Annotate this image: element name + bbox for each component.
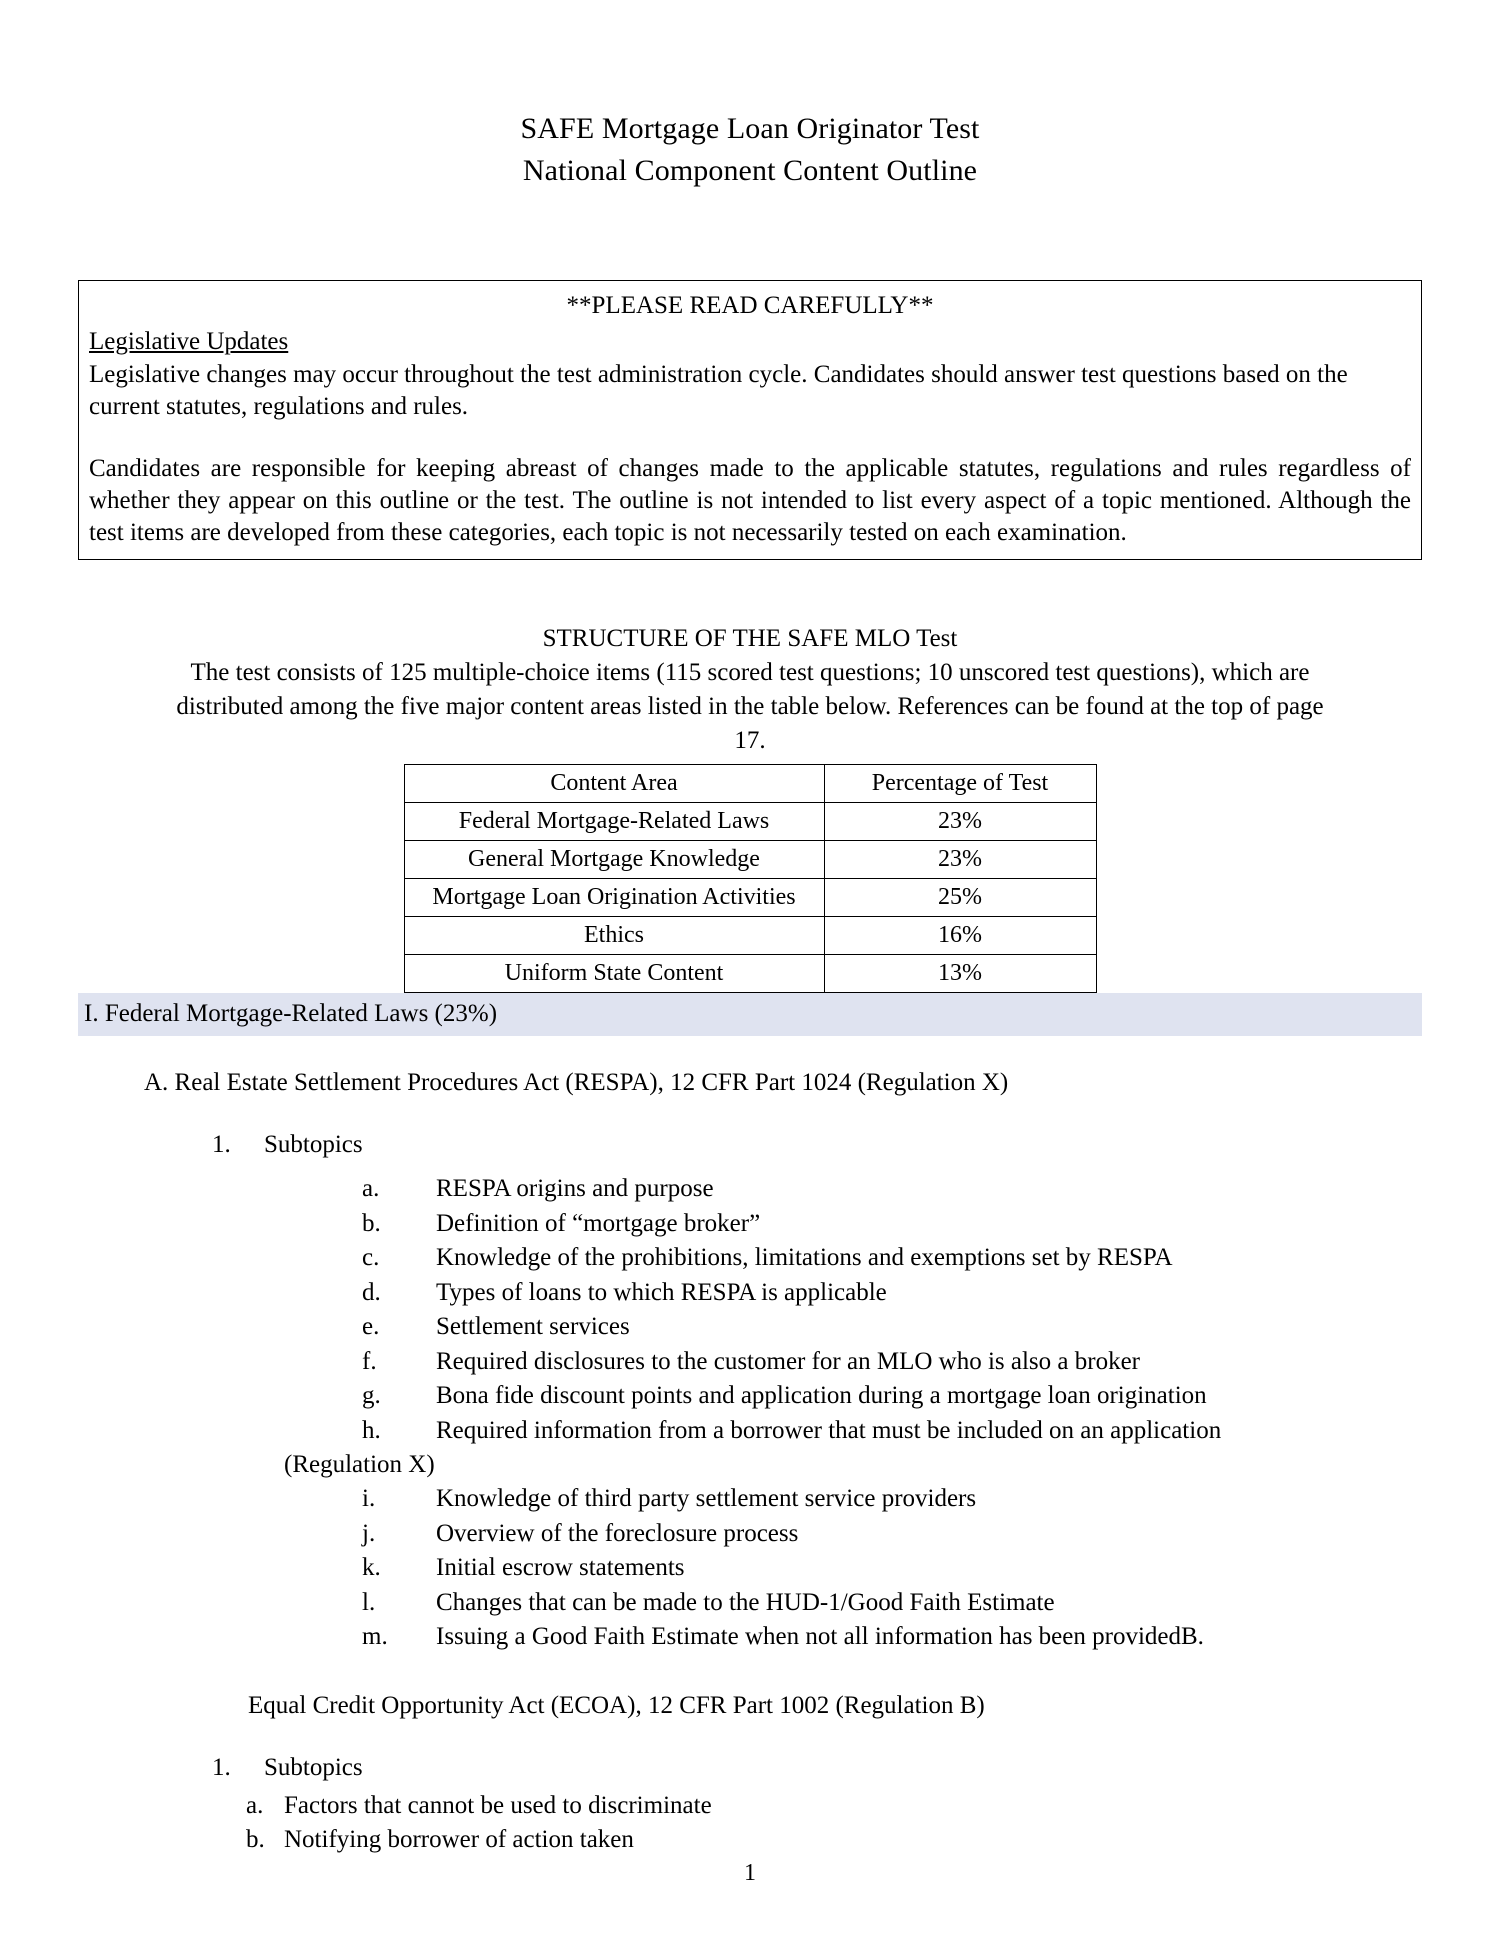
- list-item-text: Bona fide discount points and application during a mortgage loan origination: [436, 1382, 1207, 1409]
- list-item-text: Knowledge of the prohibitions, limitations and exemptions set by RESPA: [436, 1244, 1173, 1271]
- notice-paragraph-2: Candidates are responsible for keeping abreast of changes made to the applicable statutes, regulations and rules regardless of whether they appear on this outline or the test. The outline is not intended to list every aspect of a topic mentioned. Although the test items are developed from these categories, each topic is not necessarily tested on each examination.: [89, 455, 1411, 546]
- structure-section: [78, 622, 1422, 758]
- list-item: [362, 1276, 1422, 1311]
- list-item-letter: j.: [362, 1519, 376, 1547]
- list-item: [362, 1310, 1422, 1345]
- cell-percentage: 23%: [824, 841, 1096, 879]
- list-item-text: Settlement services: [436, 1313, 630, 1340]
- cell-percentage: 25%: [824, 879, 1096, 917]
- list-item-letter: l.: [362, 1588, 376, 1616]
- cell-content-area: Ethics: [404, 917, 824, 955]
- table-row: [404, 841, 1096, 879]
- notice-paragraph-gap: [89, 423, 1411, 453]
- list-item-letter: m.: [362, 1623, 388, 1650]
- notice-paragraph-1: Legislative changes may occur throughout the test administration cycle. Candidates should answer test questions based on the current statutes, regulations and rules.: [89, 361, 1348, 420]
- outline-topic-a: A. Real Estate Settlement Procedures Act (RESPA), 12 CFR Part 1024 (Regulation X): [144, 1069, 1009, 1096]
- list-item-letter: i.: [362, 1485, 376, 1512]
- list-item: [362, 1241, 1422, 1276]
- cell-content-area: Federal Mortgage-Related Laws: [404, 803, 824, 841]
- outline-subtopics-number-2: 1.: [212, 1753, 231, 1781]
- column-header-percentage: Percentage of Test: [824, 765, 1096, 803]
- structure-heading: STRUCTURE OF THE SAFE MLO Test: [542, 625, 958, 652]
- outline-subtopics-heading: [212, 1128, 1422, 1162]
- outline-subtopics-number: 1.: [212, 1131, 231, 1158]
- list-item-text: Knowledge of third party settlement service providers: [436, 1485, 977, 1512]
- title-line-2: National Component Content Outline: [522, 154, 978, 187]
- table-header-row: [404, 765, 1096, 803]
- list-item-letter: f.: [362, 1347, 377, 1375]
- table-row: [404, 803, 1096, 841]
- list-item: [362, 1379, 1422, 1414]
- list-item-letter: e.: [362, 1313, 380, 1340]
- list-item-text: Required information from a borrower that must be included on an application: [436, 1416, 1222, 1444]
- list-item-letter: b.: [362, 1209, 381, 1237]
- list-item-letter: d.: [362, 1278, 381, 1306]
- title-line-1: SAFE Mortgage Loan Originator Test: [520, 112, 980, 145]
- list-item: [246, 1823, 1422, 1858]
- page-content: [78, 0, 1422, 1858]
- page-number: 1: [744, 1860, 756, 1886]
- cell-content-area: Uniform State Content: [404, 955, 824, 993]
- list-item: [362, 1620, 1422, 1655]
- list-item-text: Initial escrow statements: [436, 1554, 685, 1581]
- outline-subtopics-heading-2: [212, 1751, 1422, 1785]
- list-item-text: Definition of “mortgage broker”: [436, 1209, 761, 1237]
- list-item-text: Issuing a Good Faith Estimate when not all information has been providedB.: [436, 1623, 1204, 1650]
- list-item: [362, 1172, 1422, 1207]
- list-item-text: Changes that can be made to the HUD-1/Good Faith Estimate: [436, 1588, 1055, 1616]
- list-item-text: Required disclosures to the customer for an MLO who is also a broker: [436, 1347, 1141, 1375]
- list-item: [362, 1586, 1422, 1621]
- outline-subtopics-label-2: Subtopics: [264, 1753, 363, 1781]
- outline-subtopics-label: Subtopics: [264, 1131, 363, 1158]
- list-item: [246, 1789, 1422, 1824]
- section-heading-band: I. Federal Mortgage-Related Laws (23%): [78, 993, 1422, 1036]
- cell-percentage: 13%: [824, 955, 1096, 993]
- cell-content-area: Mortgage Loan Origination Activities: [404, 879, 824, 917]
- page-title: [78, 108, 1422, 192]
- list-item-letter: b.: [246, 1826, 265, 1853]
- list-item-letter: h.: [362, 1416, 381, 1444]
- cell-content-area: General Mortgage Knowledge: [404, 841, 824, 879]
- outline-section: [78, 1066, 1422, 1858]
- structure-description: The test consists of 125 multiple-choice items (115 scored test questions; 10 unscored test questions), which are distributed among the five major content areas listed in the table below. References can be found at the top of page 17.: [176, 659, 1324, 754]
- table-row: [404, 879, 1096, 917]
- legislative-updates-subheading: Legislative Updates: [89, 328, 289, 355]
- outline-item-list-3: [78, 1789, 1422, 1858]
- list-item-letter: k.: [362, 1554, 381, 1581]
- list-item-letter: c.: [362, 1244, 380, 1271]
- please-read-carefully-box: [78, 280, 1422, 560]
- table-row: [404, 917, 1096, 955]
- column-header-content-area: Content Area: [404, 765, 824, 803]
- cell-percentage: 23%: [824, 803, 1096, 841]
- list-item: [362, 1414, 1422, 1449]
- list-item-text: Overview of the foreclosure process: [436, 1519, 799, 1547]
- cell-percentage: 16%: [824, 917, 1096, 955]
- list-item: [362, 1207, 1422, 1242]
- list-item-letter: a.: [246, 1791, 264, 1819]
- list-item-letter: a.: [362, 1175, 380, 1202]
- table-row: [404, 955, 1096, 993]
- list-item-text: Notifying borrower of action taken: [284, 1826, 634, 1853]
- list-item: [362, 1551, 1422, 1586]
- list-item-text: Types of loans to which RESPA is applicable: [436, 1278, 887, 1306]
- outline-topic-b: Equal Credit Opportunity Act (ECOA), 12 CFR Part 1002 (Regulation B): [248, 1691, 985, 1719]
- list-item-text: Factors that cannot be used to discriminate: [284, 1791, 712, 1819]
- regulation-x-continuation: (Regulation X): [284, 1451, 435, 1478]
- list-item: [362, 1482, 1422, 1517]
- list-item: [362, 1345, 1422, 1380]
- content-area-table: [404, 764, 1097, 993]
- list-item-text: RESPA origins and purpose: [436, 1175, 714, 1202]
- outline-item-list-1: [78, 1172, 1422, 1448]
- notice-heading: **PLEASE READ CAREFULLY**: [566, 292, 934, 319]
- outline-item-list-2: [78, 1482, 1422, 1655]
- list-item-letter: g.: [362, 1382, 381, 1409]
- list-item: [362, 1517, 1422, 1552]
